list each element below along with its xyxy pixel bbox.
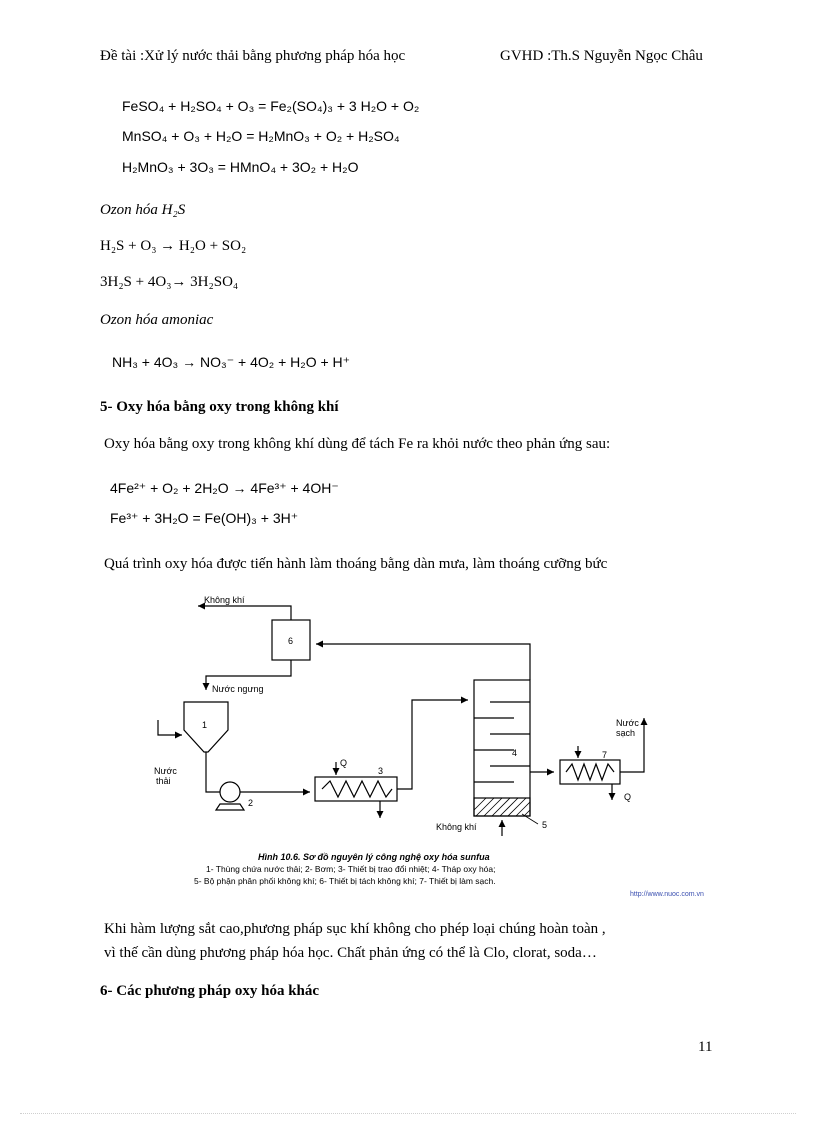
caption-line-1: 1- Thùng chứa nước thải; 2- Bơm; 3- Thiết bị trao đổi nhiệt; 4- Tháp oxy hóa; [206, 864, 496, 874]
label-nuoc-thai-1: Nước [154, 766, 177, 776]
unit-2-pump [220, 782, 240, 802]
equation-nh3: NH₃ + 4O₃ → NO₃⁻ + 4O₂ + H₂O + H⁺ [112, 354, 351, 370]
pump-base [216, 804, 244, 810]
equation-h2s-2: 3H₂S + 4O₃→ 3H₂SO₄ [100, 274, 239, 290]
process-diagram [150, 592, 750, 902]
label-khong-khi-bottom: Không khí [436, 822, 477, 832]
label-nuoc-ngung: Nước ngưng [212, 684, 264, 694]
section-6-title: 6- Các phương pháp oxy hóa khác [100, 983, 320, 999]
equation-h2s-1: H₂S + O₃ → H₂O + SO₂ [100, 238, 247, 254]
label-unit-2: 2 [248, 798, 254, 808]
caption-url: http://www.nuoc.com.vn [630, 891, 704, 898]
footer-divider [20, 1113, 796, 1114]
caption-title: Hình 10.6. Sơ đồ nguyên lý công nghệ oxy hóa sunfua [258, 852, 490, 862]
paragraph-line-1: Khi hàm lượng sắt cao,phương pháp sục khí không cho phép loại chúng hoàn toàn , [104, 921, 606, 937]
header-advisor: GVHD :Th.S Nguyễn Ngọc Châu [500, 48, 703, 64]
wastewater-in-line [158, 720, 182, 735]
section-5-intro: Oxy hóa bằng oxy trong không khí dùng để tách Fe ra khỏi nước theo phản ứng sau: [104, 436, 611, 452]
label-unit-7: 7 [602, 750, 608, 760]
section-5-title: 5- Oxy hóa bằng oxy trong không khí [100, 399, 339, 415]
label-nuoc-sach-1: Nước [616, 718, 639, 728]
label-unit-3: 3 [378, 766, 384, 776]
unit-5-air-distributor [474, 798, 530, 816]
label-unit-1: 1 [202, 720, 208, 730]
label-q-1: Q [340, 758, 348, 768]
hx7-coil [566, 764, 614, 780]
unit-4-oxidation-tower [474, 680, 530, 816]
equation-feso4: FeSO₄ + H₂SO₄ + O₃ = Fe₂(SO₄)₃ + 3 H₂O + O₂ [122, 98, 420, 114]
heading-ozon-amoniac: Ozon hóa amoniac [100, 312, 214, 328]
section-5-process: Quá trình oxy hóa được tiến hành làm thoáng bằng dàn mưa, làm thoáng cưỡng bức [104, 556, 608, 572]
label-khong-khi-top: Không khí [204, 595, 245, 605]
equation-h2mno3: H₂MnO₃ + 3O₃ = HMnO₄ + 3O₂ + H₂O [122, 159, 359, 175]
caption-line-2: 5- Bộ phận phân phối không khí; 6- Thiết bị tách không khí; 7- Thiết bị làm sạch. [194, 876, 496, 886]
page-number: 11 [698, 1039, 713, 1055]
hx-to-tower-line [397, 700, 468, 789]
unit-3-heat-exchanger [315, 777, 397, 801]
hatch [474, 798, 530, 816]
label-nuoc-thai-2: thải [156, 776, 171, 786]
label-nuoc-sach-2: sạch [616, 728, 636, 738]
label-unit-5: 5 [542, 820, 548, 830]
paragraph-line-2: vì thế cần dùng phương pháp hóa học. Chất phản ứng có thể là Clo, clorat, soda… [104, 945, 597, 961]
label-unit-4: 4 [512, 748, 518, 758]
air-out-line [198, 606, 291, 620]
hx3-coil [322, 781, 392, 797]
equation-fe2: 4Fe²⁺ + O₂ + 2H₂O → 4Fe³⁺ + 4OH⁻ [110, 480, 339, 496]
label-unit-6: 6 [288, 636, 294, 646]
label-q-2: Q [624, 792, 632, 802]
heading-ozon-h2s: Ozon hóa H₂S [100, 202, 186, 218]
equation-fe3: Fe³⁺ + 3H₂O = Fe(OH)₃ + 3H⁺ [110, 510, 299, 526]
tank-to-pump-line [206, 752, 220, 792]
gas-return-line [316, 644, 530, 680]
header-topic: Đề tài :Xử lý nước thải bằng phương pháp hóa học [100, 48, 406, 64]
equation-mnso4: MnSO₄ + O₃ + H₂O = H₂MnO₃ + O₂ + H₂SO₄ [122, 128, 400, 144]
